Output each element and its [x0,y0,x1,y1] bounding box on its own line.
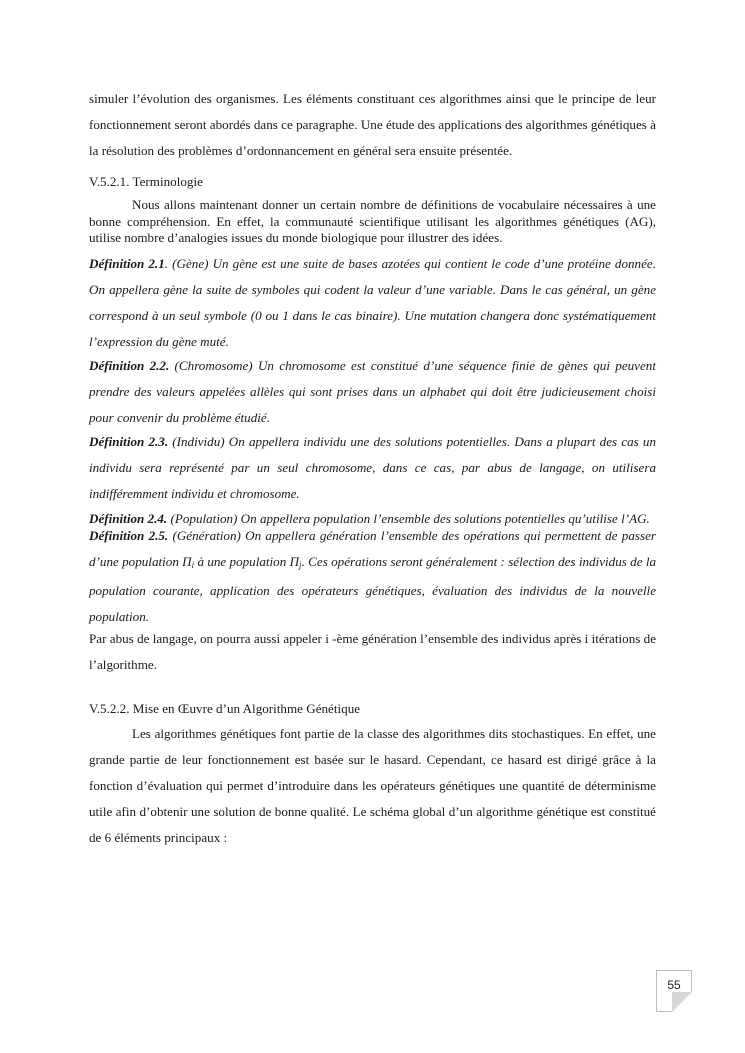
definition-text-1: (Génération) On appellera génération l’ensemble des opérations qui permettent de passer d’une population Π [89,528,656,569]
page-number-box [656,970,692,1012]
definition-text: (Individu) On appellera individu une des solutions potentielles. Dans a plupart des cas un individu sera représenté par un seul chromosome, dans ce cas, par abus de langage, on utilisera indifféremment individu et chromosome. [89,433,656,501]
intro-paragraph: simuler l’évolution des organismes. Les éléments constituant ces algorithmes ainsi que le principe de leur fonctionnement seront abordés dans ce paragraphe. Une étude des applications des algorithmes génétiques à la résolution des problèmes d’ordonnancement en général sera ensuite présentée. [89,91,656,158]
page-curl-decoration [672,992,692,1012]
definition-label: Définition 2.4. [89,510,168,526]
definition-text: (Chromosome) Un chromosome est constitué d’une séquence finie de gènes qui peuvent prendre des valeurs appelées allèles qui sont prises dans un alphabet qui doit être judicieusement choisi pour convenir du problème étudié. [89,357,656,425]
section-heading-mise-en-oeuvre: V.5.2.2. Mise en Œuvre d’un Algorithme Génétique [89,701,361,716]
definition-2-1 [89,251,656,355]
definition-2-3 [89,429,656,507]
definition-label: Définition 2.3. [89,433,169,449]
definition-text-2: à une population Π [194,554,300,569]
definition-text: (Population) On appellera population l’ensemble des solutions potentielles qu’utilise l’AG. [167,510,650,526]
definition-label: Définition 2.2. [89,357,170,373]
definition-text: . (Gène) Un gène est une suite de bases azotées qui contient le code d’une protéine donnée. On appellera gène la suite de symboles qui codent la valeur d’une variable. Dans le cas général, un gène correspond à un seul symbole (0 ou 1 dans le cas binaire). Une mutation changera donc systématiquement l’expression du gène muté. [89,255,656,349]
definition-label: Définition 2.1 [89,255,165,271]
subscript-j: j [299,560,302,570]
terminology-paragraph: Nous allons maintenant donner un certain nombre de définitions de vocabulaire nécessaires à une bonne compréhension. En effet, la communauté scientifique utilisant les algorithmes génétiques (AG), utilise nombre d’analogies issues du monde biologique pour illustrer des idées. [89,197,656,245]
section-heading-terminologie: V.5.2.1. Terminologie [89,174,203,189]
definition-2-2 [89,353,656,431]
subscript-i: i [191,560,195,570]
definition-text-3: . Ces opérations seront généralement : sélection des individus de la population courante, application des opérateurs génétiques, évaluation des individus de la nouvelle population. [89,554,656,624]
mise-en-oeuvre-paragraph: Les algorithmes génétiques font partie de la classe des algorithmes dits stochastiques. En effet, une grande partie de leur fonctionnement est basée sur le hasard. Cependant, ce hasard est dirigé grâce à la fonction d’évaluation qui permet d’introduire dans les opérateurs génétiques une quantité de déterminisme utile afin d’obtenir une solution de bonne qualité. Le schéma global d’un algorithme génétique est constitué de 6 éléments principaux : [89,726,656,845]
definition-label: Définition 2.5. [89,528,169,543]
page-number: 55 [667,978,681,992]
abuse-note-paragraph: Par abus de langage, on pourra aussi appeler i -ème génération l’ensemble des individus après i itérations de l’algorithme. [89,631,656,672]
document-page [89,88,656,851]
definition-2-5 [89,523,656,630]
